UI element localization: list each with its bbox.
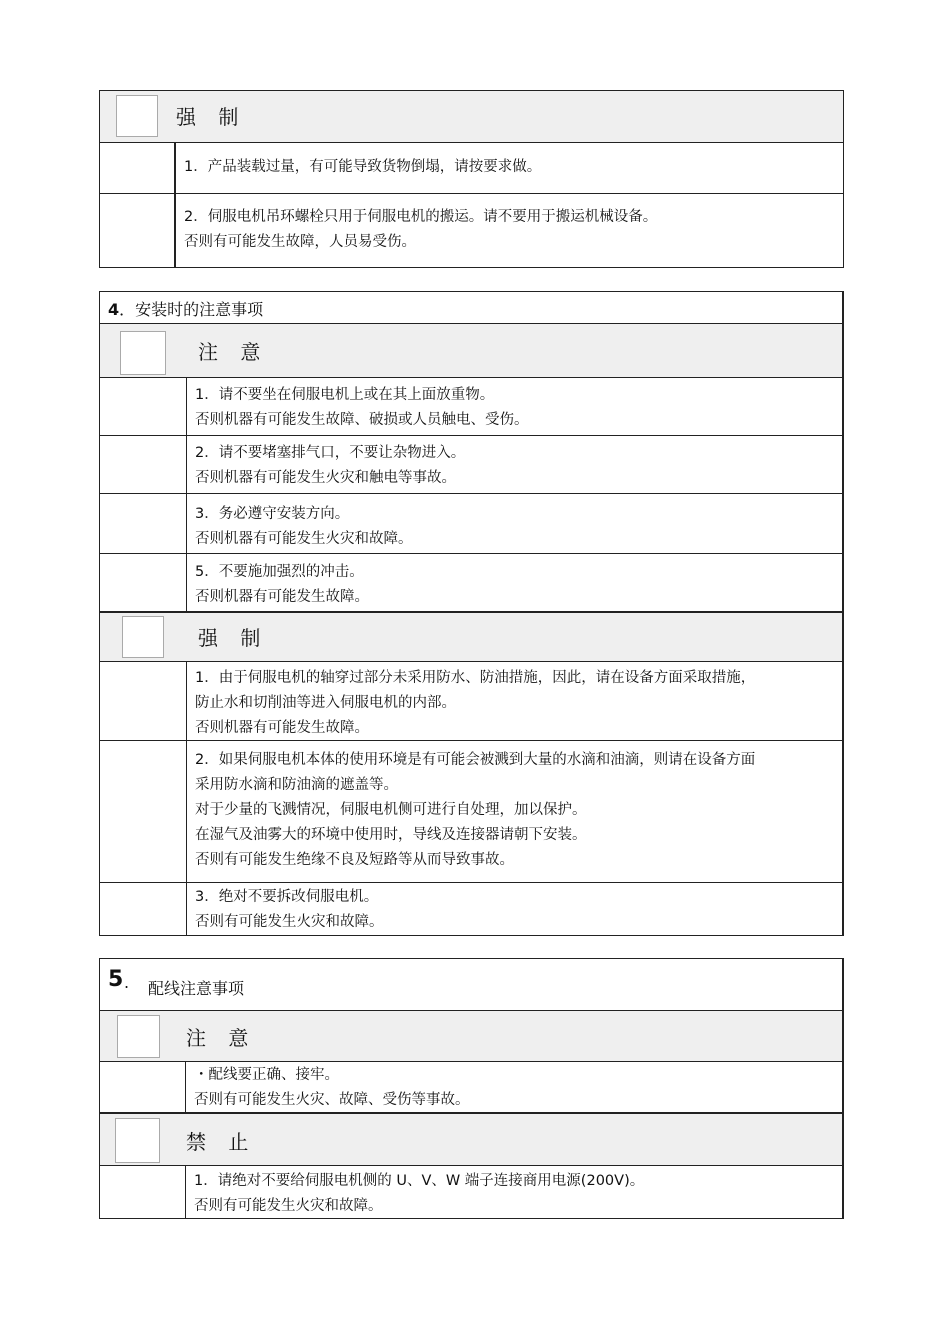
section-number-dot: . <box>124 973 130 992</box>
list-item <box>100 143 843 194</box>
mandatory-header <box>100 91 843 143</box>
mandatory-symbol-box <box>116 95 158 137</box>
list-item <box>100 194 843 267</box>
list-item <box>100 883 842 935</box>
section-title-text: ．安装时的注意事项 <box>119 300 264 319</box>
section-4-table <box>99 291 844 936</box>
item-text: 对于少量的飞溅情况，伺服电机侧可进行自处理，加以保护。 <box>195 802 587 818</box>
caution-header-label: 注 意 <box>198 340 269 364</box>
item-text: 2．请不要堵塞排气口，不要让杂物进入。 <box>195 445 466 461</box>
prohibit-header <box>100 1113 842 1166</box>
mandatory-symbol-box <box>122 616 164 658</box>
mandatory-header-label: 强 制 <box>176 105 247 129</box>
item-text: 1．产品装载过量，有可能导致货物倒塌，请按要求做。 <box>184 159 542 175</box>
item-text: 否则机器有可能发生故障、破损或人员触电、受伤。 <box>195 412 529 428</box>
mandatory-header <box>100 612 842 662</box>
list-item <box>100 554 842 612</box>
item-text: 在湿气及油雾大的环境中使用时，导线及连接器请朝下安装。 <box>195 827 587 843</box>
section-5-table <box>99 958 844 1219</box>
item-text: 防止水和切削油等进入伺服电机的内部。 <box>195 695 456 711</box>
mandatory-header-label: 强 制 <box>198 626 269 650</box>
list-item <box>100 741 842 883</box>
item-text: 否则机器有可能发生火灾和触电等事故。 <box>195 470 456 486</box>
item-text: 否则机器有可能发生火灾和故障。 <box>195 531 413 547</box>
list-item <box>100 378 842 436</box>
prohibit-symbol-box <box>115 1118 160 1163</box>
mandatory-table-top <box>99 90 844 268</box>
caution-symbol-box <box>120 331 166 375</box>
list-item <box>100 662 842 741</box>
list-item <box>100 494 842 554</box>
item-text: 1．由于伺服电机的轴穿过部分未采用防水、防油措施，因此，请在设备方面采取措施， <box>195 670 756 686</box>
item-text: 否则有可能发生故障，人员易受伤。 <box>184 234 416 250</box>
item-text: 否则有可能发生火灾、故障、受伤等事故。 <box>194 1092 470 1108</box>
caution-header <box>100 1011 842 1062</box>
item-text: 否则有可能发生火灾和故障。 <box>194 1198 383 1214</box>
item-text: 1．请绝对不要给伺服电机侧的 U、V、W 端子连接商用电源(200V)。 <box>194 1173 645 1189</box>
item-text: 1．请不要坐在伺服电机上或在其上面放重物。 <box>195 387 495 403</box>
list-item <box>100 436 842 494</box>
item-text: ・配线要正确、接牢。 <box>194 1067 339 1083</box>
caution-header-label: 注 意 <box>186 1026 257 1050</box>
item-text: 2．如果伺服电机本体的使用环境是有可能会被溅到大量的水滴和油滴，则请在设备方面 <box>195 752 756 768</box>
item-text: 否则机器有可能发生故障。 <box>195 589 369 605</box>
item-text: 3．务必遵守安装方向。 <box>195 506 350 522</box>
section-title <box>100 959 842 1011</box>
section-number: 5 <box>108 967 124 992</box>
item-text: 采用防水滴和防油滴的遮盖等。 <box>195 777 398 793</box>
prohibit-header-label: 禁 止 <box>186 1130 257 1154</box>
section-title <box>100 292 842 324</box>
item-text: 否则有可能发生火灾和故障。 <box>195 914 384 930</box>
item-text: 否则机器有可能发生故障。 <box>195 720 369 736</box>
item-text: 否则有可能发生绝缘不良及短路等从而导致事故。 <box>195 852 514 868</box>
list-item <box>100 1166 842 1218</box>
section-number: 4 <box>108 300 120 319</box>
list-item <box>100 1062 842 1113</box>
caution-symbol-box <box>117 1015 160 1058</box>
item-text: 5．不要施加强烈的冲击。 <box>195 564 364 580</box>
caution-header <box>100 324 842 378</box>
item-text: 2．伺服电机吊环螺栓只用于伺服电机的搬运。请不要用于搬运机械设备。 <box>184 209 658 225</box>
item-text: 3．绝对不要拆改伺服电机。 <box>195 889 379 905</box>
section-title-text: 配线注意事项 <box>148 979 245 998</box>
